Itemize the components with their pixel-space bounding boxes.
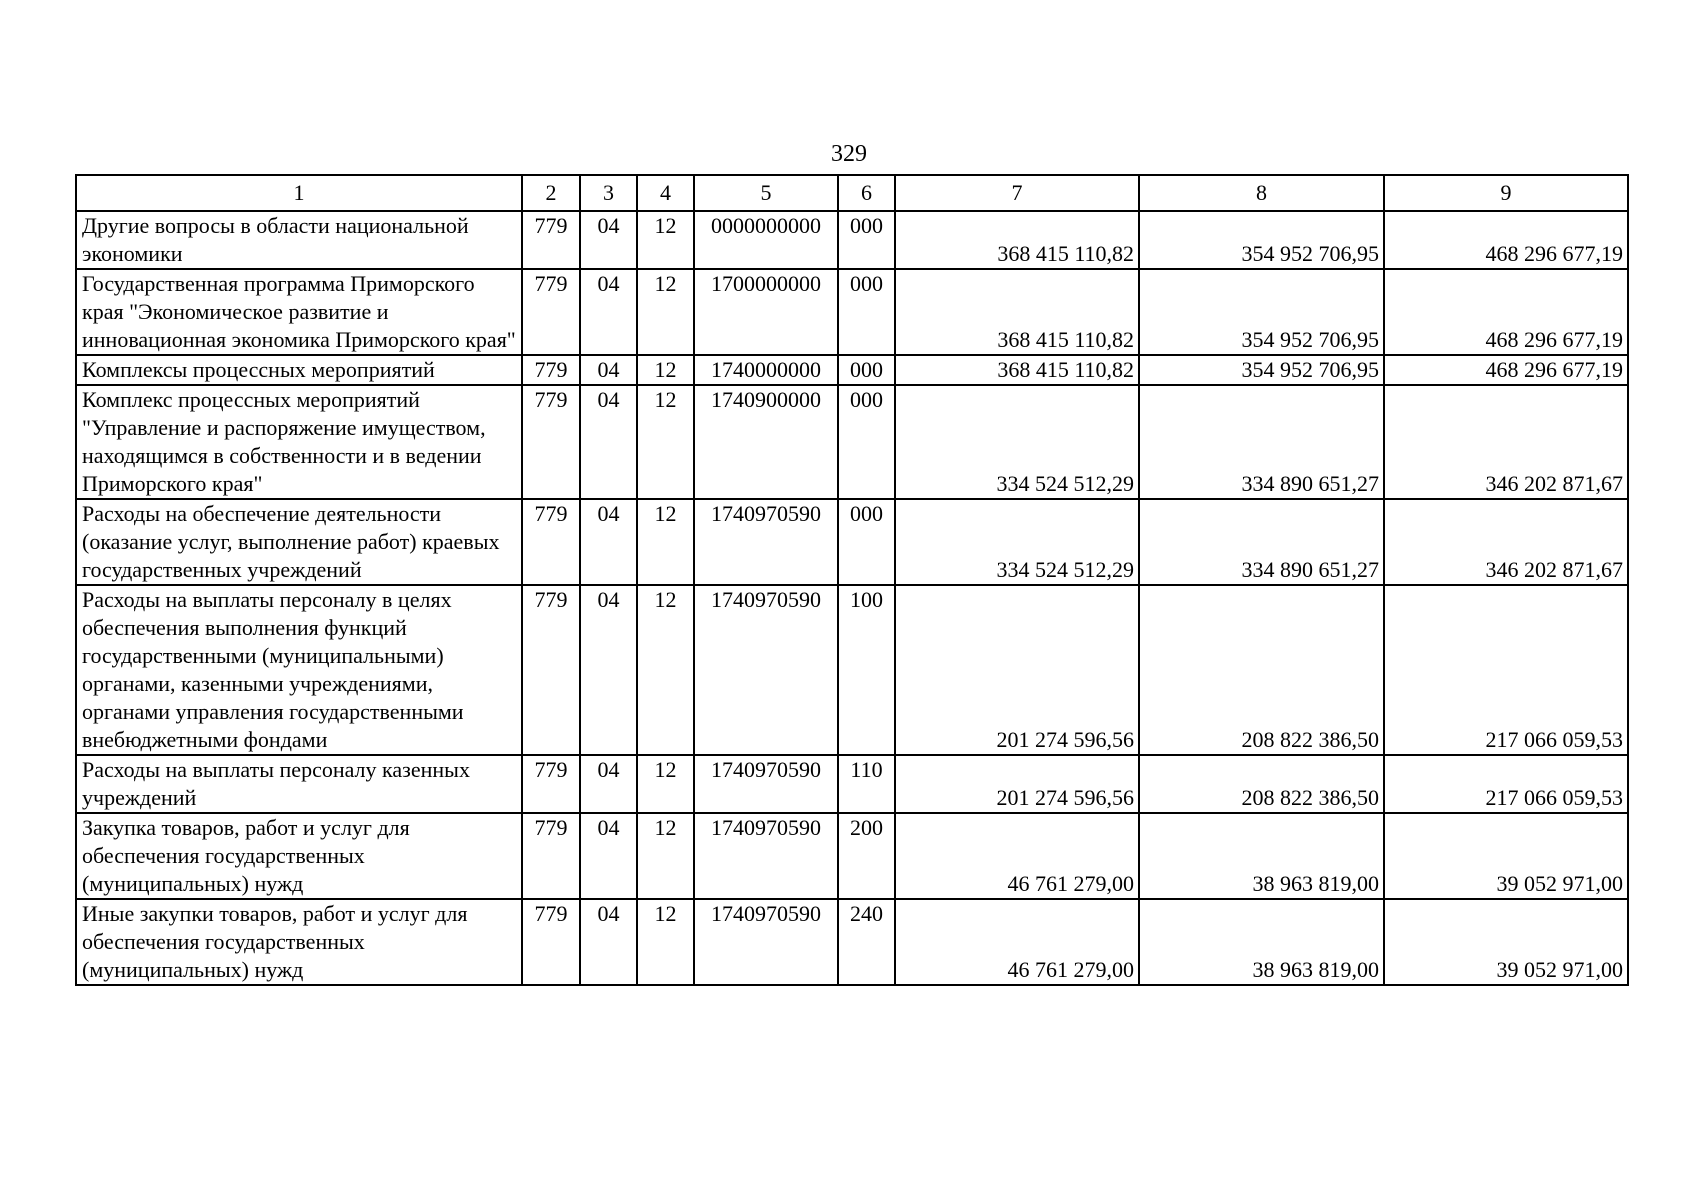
- expense-type-code: 100: [838, 585, 895, 755]
- subsection-code: 12: [637, 385, 694, 499]
- target-article-code: 1740970590: [694, 813, 838, 899]
- ministry-code: 779: [522, 355, 580, 385]
- subsection-code: 12: [637, 355, 694, 385]
- ministry-code: 779: [522, 385, 580, 499]
- table-row: [76, 899, 1628, 985]
- target-article-code: 1740970590: [694, 499, 838, 585]
- column-header: 7: [895, 175, 1139, 211]
- ministry-code: 779: [522, 211, 580, 269]
- amount-col-7: 334 524 512,29: [895, 385, 1139, 499]
- amount-col-7: 201 274 596,56: [895, 755, 1139, 813]
- amount-col-9: 39 052 971,00: [1384, 899, 1628, 985]
- section-code: 04: [580, 499, 637, 585]
- row-name: Комплексы процессных мероприятий: [76, 355, 522, 385]
- amount-col-7: 46 761 279,00: [895, 813, 1139, 899]
- column-header: 1: [76, 175, 522, 211]
- row-name: Расходы на обеспечение деятельности (оказание услуг, выполнение работ) краевых государственных учреждений: [76, 499, 522, 585]
- header-row: [76, 175, 1628, 211]
- expense-type-code: 000: [838, 269, 895, 355]
- expense-type-code: 000: [838, 499, 895, 585]
- column-header: 5: [694, 175, 838, 211]
- row-name: Государственная программа Приморского края "Экономическое развитие и инновационная экономика Приморского края": [76, 269, 522, 355]
- table-row: [76, 755, 1628, 813]
- amount-col-9: 217 066 059,53: [1384, 585, 1628, 755]
- subsection-code: 12: [637, 755, 694, 813]
- target-article-code: 1740970590: [694, 585, 838, 755]
- section-code: 04: [580, 355, 637, 385]
- expense-type-code: 000: [838, 211, 895, 269]
- subsection-code: 12: [637, 585, 694, 755]
- expense-type-code: 240: [838, 899, 895, 985]
- amount-col-8: 38 963 819,00: [1139, 899, 1384, 985]
- table-row: [76, 355, 1628, 385]
- section-code: 04: [580, 813, 637, 899]
- expense-type-code: 110: [838, 755, 895, 813]
- amount-col-9: 346 202 871,67: [1384, 499, 1628, 585]
- amount-col-8: 38 963 819,00: [1139, 813, 1384, 899]
- table-row: [76, 585, 1628, 755]
- amount-col-8: 334 890 651,27: [1139, 385, 1384, 499]
- amount-col-8: 354 952 706,95: [1139, 355, 1384, 385]
- section-code: 04: [580, 211, 637, 269]
- amount-col-9: 39 052 971,00: [1384, 813, 1628, 899]
- amount-col-7: 368 415 110,82: [895, 355, 1139, 385]
- row-name: Расходы на выплаты персоналу казенных учреждений: [76, 755, 522, 813]
- amount-col-7: 334 524 512,29: [895, 499, 1139, 585]
- table-row: [76, 813, 1628, 899]
- section-code: 04: [580, 385, 637, 499]
- amount-col-7: 46 761 279,00: [895, 899, 1139, 985]
- subsection-code: 12: [637, 899, 694, 985]
- ministry-code: 779: [522, 585, 580, 755]
- ministry-code: 779: [522, 899, 580, 985]
- expense-type-code: 000: [838, 385, 895, 499]
- row-name: Расходы на выплаты персоналу в целях обеспечения выполнения функций государственными (муниципальными) органами, казенными учреждениями, органами управления государственными внебюджетными фондами: [76, 585, 522, 755]
- column-header: 6: [838, 175, 895, 211]
- amount-col-8: 208 822 386,50: [1139, 585, 1384, 755]
- amount-col-9: 346 202 871,67: [1384, 385, 1628, 499]
- target-article-code: 1740970590: [694, 899, 838, 985]
- table-row: [76, 269, 1628, 355]
- section-code: 04: [580, 269, 637, 355]
- row-name: Иные закупки товаров, работ и услуг для обеспечения государственных (муниципальных) нужд: [76, 899, 522, 985]
- row-name: Закупка товаров, работ и услуг для обеспечения государственных (муниципальных) нужд: [76, 813, 522, 899]
- subsection-code: 12: [637, 211, 694, 269]
- amount-col-9: 217 066 059,53: [1384, 755, 1628, 813]
- target-article-code: 0000000000: [694, 211, 838, 269]
- page-number: 329: [831, 141, 867, 167]
- column-header: 3: [580, 175, 637, 211]
- target-article-code: 1740970590: [694, 755, 838, 813]
- amount-col-8: 354 952 706,95: [1139, 269, 1384, 355]
- section-code: 04: [580, 585, 637, 755]
- ministry-code: 779: [522, 269, 580, 355]
- expense-type-code: 200: [838, 813, 895, 899]
- section-code: 04: [580, 899, 637, 985]
- ministry-code: 779: [522, 813, 580, 899]
- target-article-code: 1740900000: [694, 385, 838, 499]
- ministry-code: 779: [522, 755, 580, 813]
- target-article-code: 1740000000: [694, 355, 838, 385]
- amount-col-9: 468 296 677,19: [1384, 269, 1628, 355]
- table-row: [76, 385, 1628, 499]
- subsection-code: 12: [637, 813, 694, 899]
- amount-col-8: 208 822 386,50: [1139, 755, 1384, 813]
- row-name: Другие вопросы в области национальной экономики: [76, 211, 522, 269]
- amount-col-7: 368 415 110,82: [895, 211, 1139, 269]
- amount-col-8: 354 952 706,95: [1139, 211, 1384, 269]
- amount-col-7: 368 415 110,82: [895, 269, 1139, 355]
- row-name: Комплекс процессных мероприятий "Управление и распоряжение имуществом, находящимся в собственности и в ведении Приморского края": [76, 385, 522, 499]
- column-header: 4: [637, 175, 694, 211]
- amount-col-9: 468 296 677,19: [1384, 355, 1628, 385]
- section-code: 04: [580, 755, 637, 813]
- budget-table: [75, 174, 1629, 986]
- ministry-code: 779: [522, 499, 580, 585]
- subsection-code: 12: [637, 499, 694, 585]
- column-header: 8: [1139, 175, 1384, 211]
- amount-col-8: 334 890 651,27: [1139, 499, 1384, 585]
- column-header: 2: [522, 175, 580, 211]
- table-row: [76, 211, 1628, 269]
- amount-col-7: 201 274 596,56: [895, 585, 1139, 755]
- table-row: [76, 499, 1628, 585]
- subsection-code: 12: [637, 269, 694, 355]
- expense-type-code: 000: [838, 355, 895, 385]
- amount-col-9: 468 296 677,19: [1384, 211, 1628, 269]
- column-header: 9: [1384, 175, 1628, 211]
- target-article-code: 1700000000: [694, 269, 838, 355]
